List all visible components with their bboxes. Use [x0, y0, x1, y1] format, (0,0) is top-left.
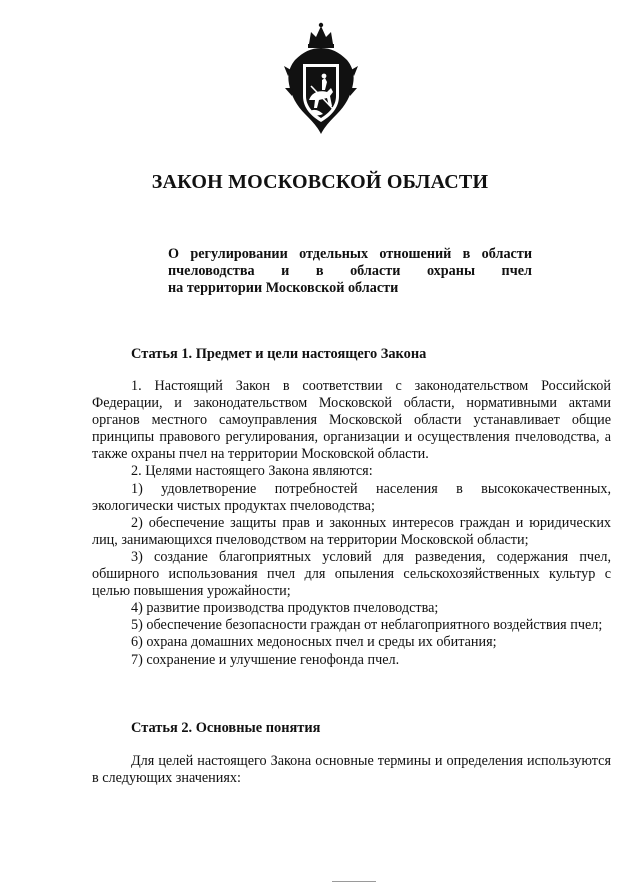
page-bottom-rule [332, 881, 376, 882]
law-subject [168, 246, 532, 297]
article-2-body [92, 753, 611, 787]
article-1-body [92, 378, 611, 669]
law-subject-line: пчеловодства и в области охраны пчел [168, 263, 532, 279]
article-1-paragraph: 2. Целями настоящего Закона являются: [131, 463, 373, 480]
law-subject-line: на территории Московской области [168, 280, 399, 296]
article-1-paragraph: 3) создание благоприятных условий для разведения, содержания пчел, обширного использования пчел для опыления сельскохозяйственных культур с целью повышения урожайности; [92, 548, 611, 600]
article-2-paragraph: Для целей настоящего Закона основные термины и определения используются в следующих значениях: [92, 753, 611, 787]
law-subject-line: О регулировании отдельных отношений в области [168, 246, 532, 262]
article-1-paragraph: 1) удовлетворение потребностей населения в высококачественных, экологически чистых продуктах пчеловодства; [92, 480, 611, 514]
article-1-paragraph: 5) обеспечение безопасности граждан от неблагоприятного воздействия пчел; [131, 617, 603, 634]
article-1-paragraph: 6) охрана домашних медоносных пчел и среды их обитания; [131, 634, 497, 651]
law-title: ЗАКОН МОСКОВСКОЙ ОБЛАСТИ [151, 171, 489, 193]
article-1-paragraph: 4) развитие производства продуктов пчеловодства; [131, 600, 439, 617]
article-1-paragraph: 1. Настоящий Закон в соответствии с законодательством Российской Федерации, и законодательством Московской области, нормативными актами органов местного самоуправления Московской области устанавливает общие принципы правового регулирования, организации и осуществления пчеловодства, а также охраны пчел на территории Московской области. [92, 378, 611, 463]
article-1-paragraph: 2) обеспечение защиты прав и законных интересов граждан и юридических лиц, занимающихся пчеловодством на территории Московской области; [92, 514, 611, 548]
article-1-paragraph: 7) сохранение и улучшение генофонда пчел. [131, 651, 400, 668]
article-2-heading: Статья 2. Основные понятия [131, 720, 321, 736]
article-1-heading: Статья 1. Предмет и цели настоящего Закона [131, 346, 427, 362]
coat-of-arms-icon [281, 22, 361, 142]
